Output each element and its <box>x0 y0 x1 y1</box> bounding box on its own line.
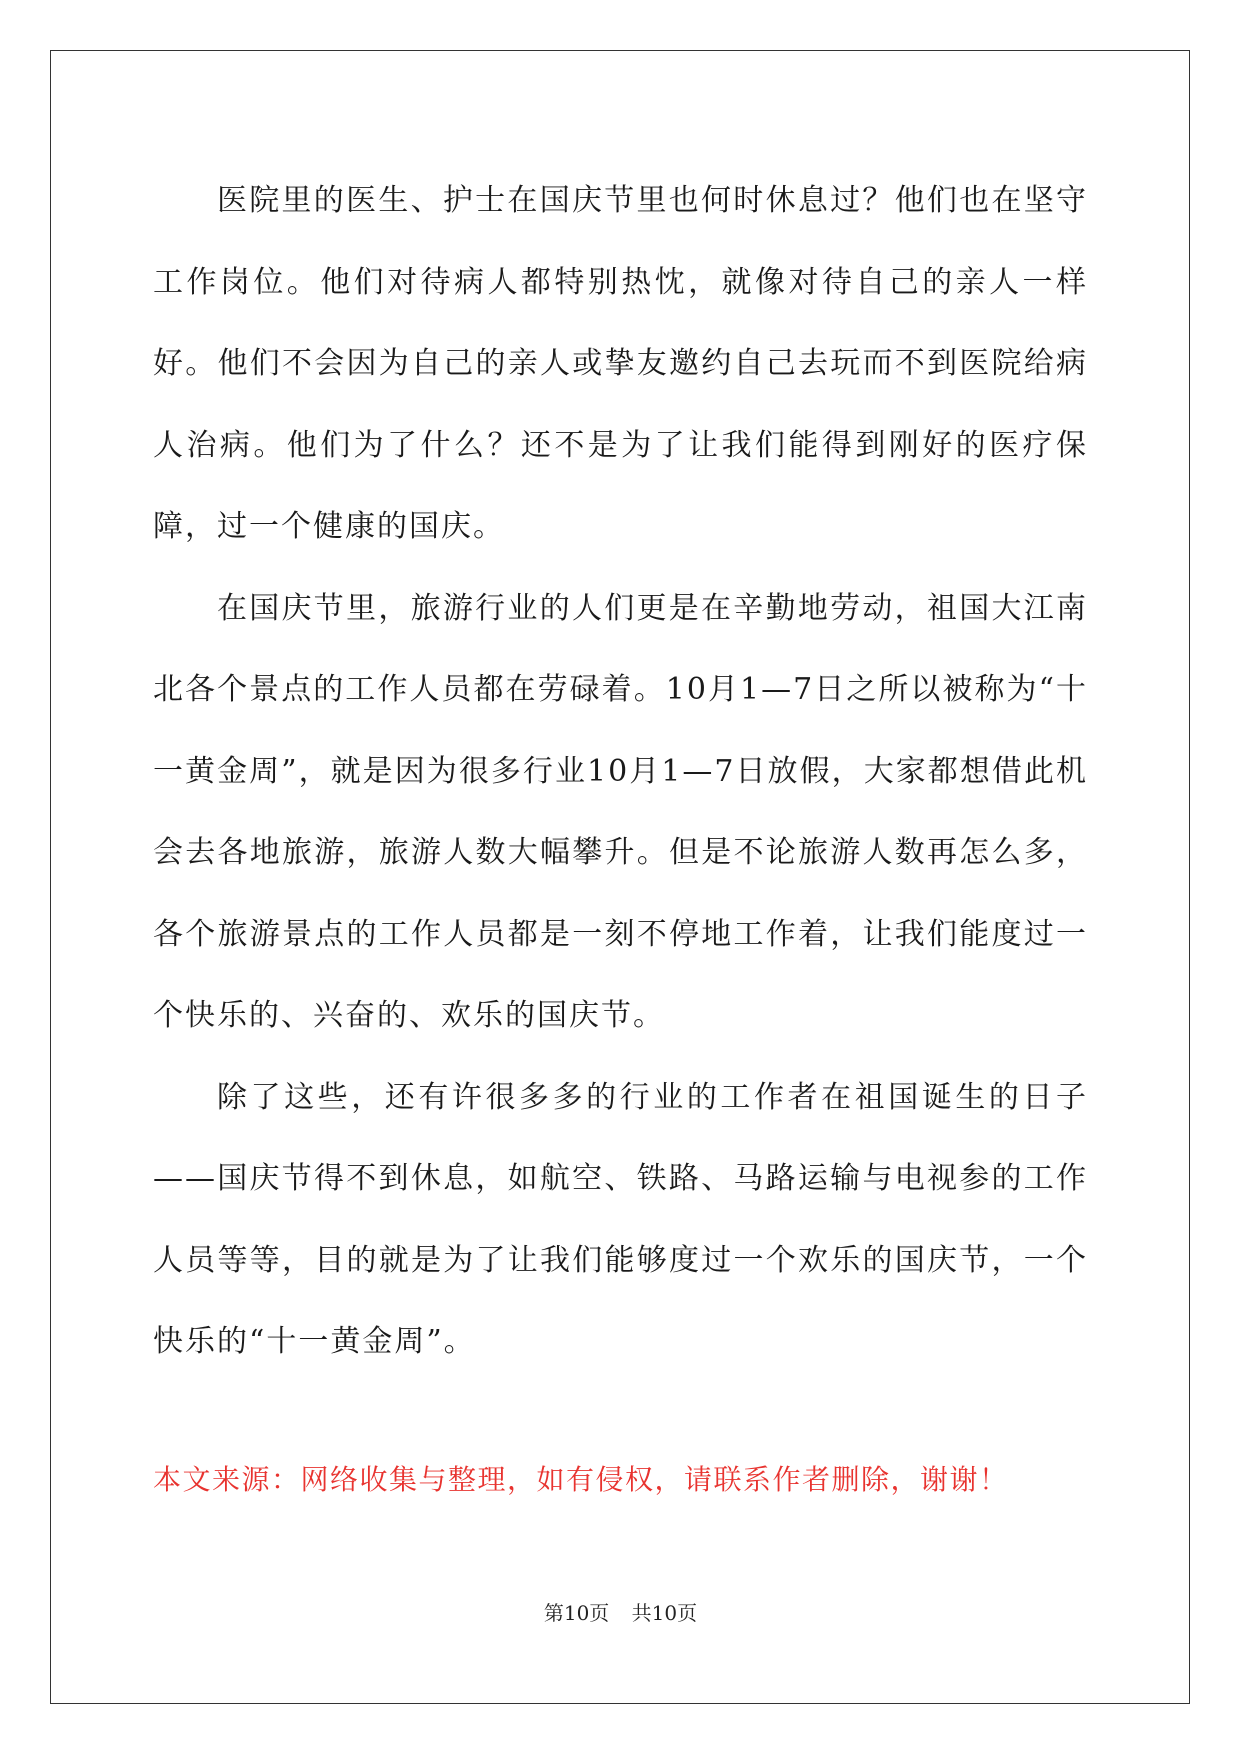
paragraph-medical-staff: 医院里的医生、护士在国庆节里也何时休息过？他们也在坚守工作岗位。他们对待病人都特别热忱，就像对待自己的亲人一样好。他们不会因为自己的亲人或挚友邀约自己去玩而不到医院给病人治病。他们为了什么？还不是为了让我们能得到刚好的医疗保障，过一个健康的国庆。 <box>153 183 1088 544</box>
source-disclaimer: 本文来源：网络收集与整理，如有侵权，请联系作者删除，谢谢！ <box>153 1463 1009 1496</box>
page-number-total: 共10页 <box>631 1601 698 1625</box>
page-footer <box>0 1597 1241 1626</box>
paragraph-other-industries: 除了这些，还有许很多多的行业的工作者在祖国诞生的日子——国庆节得不到休息，如航空、铁路、马路运输与电视参的工作人员等等，目的就是为了让我们能够度过一个欢乐的国庆节，一个快乐的“十一黄金周”。 <box>153 1079 1088 1359</box>
document-body <box>153 160 1088 1383</box>
paragraph-tourism-workers: 在国庆节里，旅游行业的人们更是在辛勤地劳动，祖国大江南北各个景点的工作人员都在劳碌着。10月1—7日之所以被称为“十一黄金周”，就是因为很多行业10月1—7日放假，大家都想借此机会去各地旅游，旅游人数大幅攀升。但是不论旅游人数再怎么多，各个旅游景点的工作人员都是一刻不停地工作着，让我们能度过一个快乐的、兴奋的、欢乐的国庆节。 <box>153 590 1088 1033</box>
page-number-current: 第10页 <box>543 1601 610 1625</box>
